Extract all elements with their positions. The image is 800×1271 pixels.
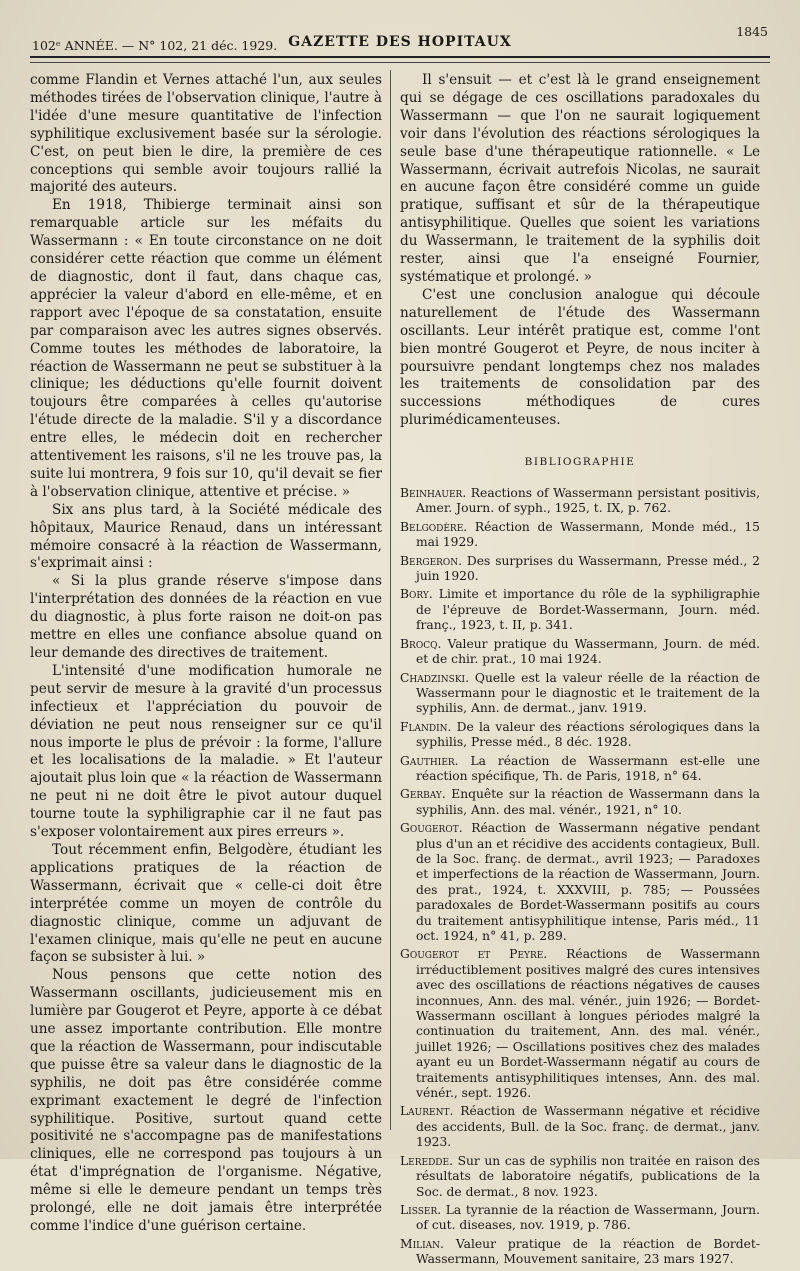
paragraph: Six ans plus tard, à la Société médicale des hôpitaux, Maurice Renaud, dans un intéressant mémoire consacré à la réaction de Wassermann, s'exprimait ainsi : [30,501,382,572]
bibliography-text: Réaction de Wassermann négative et récidive des accidents, Bull. de la Soc. franç. de dermat., janv. 1923. [416,1104,760,1150]
bibliography-author: Belgodère. [400,519,468,534]
right-column [400,72,760,1271]
bibliography-text: Reactions of Wassermann persistant positivis, Amer. Journ. of syph., 1925, t. IX, p. 762. [416,486,760,516]
bibliography-author: Laurent. [400,1104,454,1119]
header-rule [30,62,770,63]
bibliography-author: Gerbay. [400,787,446,802]
bibliography-entry [400,720,760,751]
bibliography-author: Lisser. [400,1202,442,1217]
bibliography-entry [400,787,760,818]
bibliography-author: Gougerot. [400,821,463,836]
left-column [30,72,382,1236]
paragraph: Tout récemment enfin, Belgodère, étudiant les applications pratiques de la réaction de Wassermann, écrivait que « celle-ci doit être interprétée comme un moyen de contrôle du diagnostic clinique, comme un adjuvant de l'examen clinique, mais qu'elle ne peut en aucune façon se subsister à lui. » [30,841,382,966]
bibliography-text: Réaction de Wassermann, Monde méd., 15 mai 1929. [416,519,760,550]
paragraph: En 1918, Thibierge terminait ainsi son remarquable article sur les méfaits du Wassermann : « En toute circonstance on ne doit considérer cette réaction que comme un élément de diagnostic, dont il faut, dans chaque cas, apprécier la valeur d'abord en elle-même, et en rapport avec l'époque de sa constatation, ensuite par comparaison avec les autres signes observés. Comme toutes les méthodes de laboratoire, la réaction de Wassermann ne peut se substituer à la clinique; les déductions qu'elle fournit doivent toujours être comparées à celles qu'autorise l'étude directe de la maladie. S'il y a discordance entre elles, le médecin doit en rechercher attentivement les raisons, s'il ne les trouve pas, la suite lui montrera, 9 fois sur 10, qu'il devait se fier à l'observation clinique, attentive et précise. » [30,197,382,500]
bibliography-entry [400,637,760,668]
bibliography-text: Réaction de Wassermann négative pendant plus d'un an et récidive des accidents contagieux, Bull. de la Soc. franç. de dermat., avril 1923; — Paradoxes et imperfections de la réaction de Wassermann, Journ. des prat., 1924, t. XXXVIII, p. 785; — Poussées paradoxales de Bordet-Wassermann positifs au cours du traitement antisyphilitique intense, Paris méd., 11 oct. 1924, n° 41, p. 289. [416,821,760,943]
bibliography-entry [400,1104,760,1150]
bibliography-author: Chadzinski. [400,670,470,685]
bibliography-entry [400,1154,760,1200]
paragraph: L'intensité d'une modification humorale ne peut servir de mesure à la gravité d'un processus infectieux et l'appréciation du pouvoir de déviation ne peut nous renseigner sur ce qu'il nous importe le plus de prévoir : la forme, l'allure et les localisations de la maladie. » Et l'auteur ajoutait plus loin que « la réaction de Wassermann ne peut ni ne doit être le pivot autour duquel tourne toute la syphiligraphie car il ne faut pas s'exposer volontairement aux pires erreurs ». [30,662,382,841]
paragraph: « Si la plus grande réserve s'impose dans l'interprétation des données de la réaction en vue du diagnostic, à plus forte raison ne doit-on pas mettre en elles une confiance absolue quand on leur demande des directives de traitement. [30,573,382,661]
bibliography-text: Limite et importance du rôle de la syphiligraphie de l'épreuve de Bordet-Wassermann, Journ. méd. franç., 1923, t. II, p. 341. [416,587,760,633]
column-divider [390,70,391,1130]
journal-title: GAZETTE DES HOPITAUX [288,34,512,50]
bibliography-author: Brocq. [400,636,442,651]
bibliography-text: Sur un cas de syphilis non traitée en raison des résultats de laboratoire négatifs, publications de la Soc. de dermat., 8 nov. 1923. [416,1153,760,1199]
issue-info: 102ᵉ ANNÉE. — N° 102, 21 déc. 1929. [32,38,278,53]
bibliography-entry [400,754,760,785]
bibliography-entry [400,947,760,1101]
bibliography-list [400,486,760,1268]
page-number: 1845 [736,24,768,39]
bibliography-author: Milian. [400,1236,444,1251]
bibliography-text: De la valeur des réactions sérologiques dans la syphilis, Presse méd., 8 déc. 1928. [416,719,760,750]
bibliography-entry [400,520,760,551]
paragraph: comme Flandin et Vernes attaché l'un, aux seules méthodes tirées de l'observation clinique, l'autre à l'idée d'une mesure quantitative de l'infection syphilitique exclusivement basée sur la sérologie. C'est, on peut bien le dire, la première de ces conceptions qui semble avoir toujours rallié la majorité des auteurs. [30,72,382,196]
paragraph: Il s'ensuit — et c'est là le grand enseignement qui se dégage de ces oscillations paradoxales du Wassermann — que l'on ne saurait logiquement voir dans l'évolution des réactions sérologiques la seule base d'une thérapeutique rationnelle. « Le Wassermann, écrivait autrefois Nicolas, ne saurait en aucune façon être considéré comme un guide pratique, suffisant et sûr de la thérapeutique antisyphilitique. Quelles que soient les variations du Wassermann, le traitement de la syphilis doit rester, ainsi que l'a enseigné Fournier, systématique et prolongé. » [400,72,760,285]
bibliography-text: La tyrannie de la réaction de Wassermann, Journ. of cut. diseases, nov. 1919, p. 786. [416,1202,760,1233]
bibliography-entry [400,1203,760,1234]
bibliography-author: Flandin. [400,719,452,734]
bibliography-text: Quelle est la valeur réelle de la réaction de Wassermann pour le diagnostic et le traitement de la syphilis, Ann. de dermat., janv. 1919. [416,670,760,716]
bibliography-heading: BIBLIOGRAPHIE [524,456,636,469]
bibliography-author: Bory. [400,587,433,602]
bibliography-entry [400,1237,760,1268]
paragraph: Nous pensons que cette notion des Wassermann oscillants, judicieusement mis en lumière par Gougerot et Peyre, apporte à ce débat une assez importante contribution. Elle montre que la réaction de Wassermann, pour indiscutable que puisse être sa valeur dans le diagnostic de la syphilis, ne doit pas être considérée comme exprimant exactement le degré de l'infection syphilitique. Positive, surtout quand cette positivité ne s'accompagne pas de manifestations cliniques, elle ne correspond pas toujours à un état d'imprégnation de l'organisme. Négative, même si elle le demeure pendant un temps très prolongé, elle ne doit jamais être interprétée comme l'indice d'une guérison certaine. [30,967,382,1234]
bibliography-text: Valeur pratique du Wassermann, Journ. de méd. et de chir. prat., 10 mai 1924. [416,636,760,667]
bibliography-text: La réaction de Wassermann est-elle une réaction spécifique, Th. de Paris, 1918, n° 64. [416,753,760,783]
bibliography-entry [400,486,760,517]
bibliography-text: Réactions de Wassermann irréductiblement positives malgré des cures intensives avec des oscillations de réactions négatives de causes inconnues, Ann. des mal. vénér., juin 1926; — Bordet-Wassermann oscillant à longues périodes malgré la continuation du traitement, Ann. des mal. vénér., juillet 1926; — Oscillations positives chez des malades ayant eu un Bordet-Wassermann négatif au cours de traitements antisyphilitiques intenses, Ann. des mal. vénér., sept. 1926. [416,947,760,1101]
paragraph: C'est une conclusion analogue qui découle naturellement de l'étude des Wassermann oscillants. Leur intérêt pratique est, comme l'ont bien montré Gougerot et Peyre, de nous inciter à poursuivre pendant longtemps chez nos malades les traitements de consolidation par des successions méthodiques de cures plurimédicamenteuses. [400,286,760,429]
bibliography-entry [400,821,760,944]
bibliography-author: Bergeron. [400,553,463,568]
bibliography-author: Beinhauer. [400,486,467,501]
bibliography-text: Valeur pratique de la réaction de Bordet-Wassermann, Mouvement sanitaire, 23 mars 1927. [416,1236,760,1267]
bibliography-text: Des surprises du Wassermann, Presse méd., 2 juin 1920. [416,553,760,584]
bibliography-text: Enquête sur la réaction de Wassermann dans la syphilis, Ann. des mal. vénér., 1921, n° 10. [416,787,760,817]
bibliography-entry [400,671,760,717]
page-header [30,22,770,58]
bibliography-author: Leredde. [400,1153,453,1168]
bibliography-entry [400,587,760,633]
bibliography-entry [400,554,760,585]
bibliography-author: Gauthier. [400,753,459,768]
bibliography-author: Gougerot et Peyre. [400,947,548,962]
